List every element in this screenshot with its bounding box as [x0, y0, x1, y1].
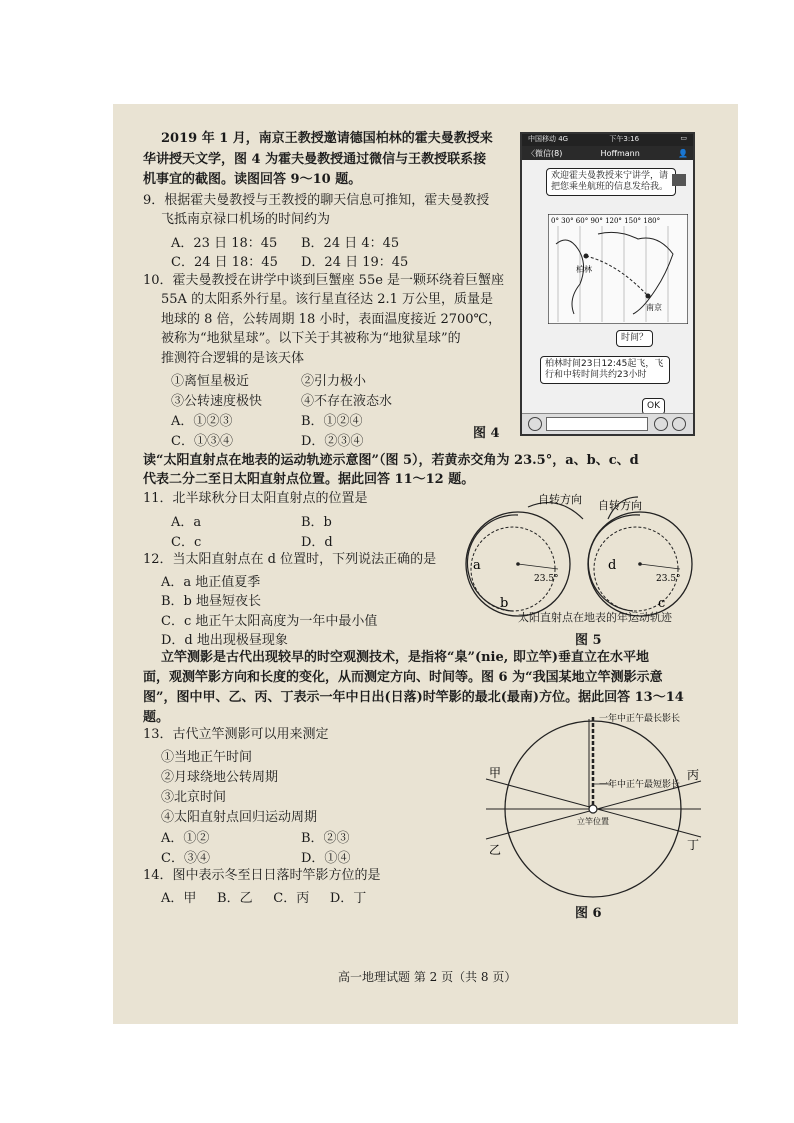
- pole-position: [589, 805, 597, 813]
- q14-stem: 14．图中表示冬至日日落时竿影方位的是: [143, 868, 381, 883]
- q11-option-c: C．c: [171, 535, 202, 550]
- short-shadow-label: 一年中正午最短影长: [599, 780, 681, 790]
- back-button: 〈微信(8): [527, 148, 563, 158]
- intro2-line-1: 读“太阳直射点在地表的运动轨迹示意图”（图 5），若黄赤交角为 23.5°，a、b、c、d: [143, 453, 639, 468]
- city-nanjing: 南京: [646, 303, 662, 312]
- map-ticks: 0° 30° 60° 90° 120° 150° 180°: [551, 217, 661, 225]
- q11-option-d: D．d: [301, 535, 333, 550]
- q13-item-4: ④太阳直射点回归运动周期: [161, 810, 318, 825]
- voice-icon: [528, 417, 542, 431]
- q9-stem-2: 飞抵南京禄口机场的时间约为: [161, 212, 331, 227]
- input-bar: [522, 413, 693, 434]
- label-jia: 甲: [489, 766, 502, 780]
- q11-stem: 11．北半球秋分日太阳直射点的位置是: [143, 491, 368, 506]
- q10-option-d: D．②③④: [301, 434, 364, 449]
- figure-5-label: 图 5: [575, 633, 602, 648]
- label-bing: 丙: [687, 768, 700, 782]
- emoji-icon: [654, 417, 668, 431]
- q10-stem-4: 被称为“地狱星球”。以下关于其被称为“地狱星球”的: [161, 331, 461, 346]
- q10-item-4: ④不存在液态水: [301, 394, 393, 409]
- intro2-line-2: 代表二分二至日太阳直射点位置。据此回答 11～12 题。: [143, 472, 475, 487]
- radius-left: [518, 564, 558, 569]
- q13-option-d: D．①④: [301, 851, 351, 866]
- equator-track-right: [594, 527, 678, 611]
- intro3-line-4: 题。: [143, 710, 170, 725]
- intro3-line-1: 立竿测影是古代出现较早的时空观测技术，是指将“臬”(nie, 即立竿)垂直立在水平地: [161, 650, 649, 665]
- exam-page: [113, 104, 738, 1024]
- message-2: 时间？: [616, 330, 653, 347]
- intro3-line-3: 图”，图中甲、乙、丙、丁表示一年中日出(日落)时竿影的最北(最南)方位。据此回答 13～14: [143, 690, 684, 705]
- point-a: a: [473, 558, 481, 573]
- point-c: c: [658, 596, 666, 611]
- q13-option-b: B．②③: [301, 831, 350, 846]
- rotation-label-right: 自转方向: [598, 499, 642, 512]
- message-input: [546, 417, 648, 431]
- label-yi: 乙: [489, 843, 502, 857]
- avatar-icon: [672, 174, 686, 186]
- q13-item-1: ①当地正午时间: [161, 750, 253, 765]
- q11-option-b: B．b: [301, 515, 332, 530]
- q9-option-b: B．24 日 4：45: [301, 236, 400, 251]
- city-berlin: 柏林: [576, 265, 592, 274]
- q10-item-3: ③公转速度极快: [171, 394, 263, 409]
- radius-right: [640, 564, 680, 569]
- q10-option-b: B．①②④: [301, 414, 363, 429]
- q9-stem-1: 9．根据霍夫曼教授与王教授的聊天信息可推知，霍夫曼教授: [143, 193, 490, 208]
- q10-stem-5: 推测符合逻辑的是该天体: [161, 351, 305, 366]
- q10-stem-1: 10．霍夫曼教授在讲学中谈到巨蟹座 55e 是一颗环绕着巨蟹座: [143, 273, 505, 288]
- q13-item-3: ③北京时间: [161, 790, 227, 805]
- figure-6-label: 图 6: [575, 906, 602, 921]
- q14-options: A．甲 B．乙 C．丙 D．丁: [161, 891, 367, 906]
- plus-icon: [672, 417, 686, 431]
- label-ding: 丁: [687, 838, 700, 852]
- rotation-label-left: 自转方向: [538, 493, 582, 506]
- q12-option-d: D．d 地出现极昼现象: [161, 633, 288, 648]
- page-footer: 高一地理试题 第 2 页（共 8 页）: [338, 970, 517, 984]
- intro3-line-2: 面，观测竿影方向和长度的变化，从而测定方向、时间等。图 6 为“我国某地立竿测影示意: [143, 670, 663, 685]
- message-3: 柏林时间23日12:45起飞，飞行和中转时间共约23小时: [540, 356, 670, 384]
- point-d: d: [608, 558, 617, 573]
- q12-stem: 12．当太阳直射点在 d 位置时，下列说法正确的是: [143, 552, 437, 567]
- figure-4-label: 图 4: [473, 426, 500, 441]
- q13-option-c: C．③④: [161, 851, 210, 866]
- wechat-screenshot: [520, 132, 695, 436]
- q9-option-a: A．23 日 18：45: [171, 236, 278, 251]
- phone-status-bar: [522, 134, 693, 146]
- intro-line-2: 华讲授天文学，图 4 为霍夫曼教授通过微信与王教授联系接: [143, 152, 487, 167]
- message-4: OK: [642, 398, 665, 415]
- angle-left: 23.5°: [534, 574, 559, 584]
- q12-option-c: C．c 地正午太阳高度为一年中最小值: [161, 614, 378, 629]
- clock-text: 下午3:16: [609, 135, 640, 143]
- q11-option-a: A．a: [171, 515, 202, 530]
- figure-5-legend: 太阳直射点在地表的年运动轨迹: [518, 611, 672, 624]
- figure-6-diagram: [481, 709, 706, 904]
- q10-stem-2: 55A 的太阳系外行星。该行星直径达 2.1 万公里，质量是: [161, 292, 494, 307]
- intro-line-1: 2019 年 1 月，南京王教授邀请德国柏林的霍夫曼教授来: [161, 131, 493, 146]
- person-icon: 👤: [678, 148, 688, 158]
- q12-option-a: A．a 地正值夏季: [161, 575, 261, 590]
- long-shadow-label: 一年中正午最长影长: [599, 714, 681, 724]
- flight-map: [548, 214, 688, 324]
- battery-icon: ▭: [680, 134, 687, 142]
- pole-label: 立竿位置: [577, 817, 609, 826]
- q10-option-a: A．①②③: [171, 414, 233, 429]
- q13-stem: 13．古代立竿测影可以用来测定: [143, 727, 329, 742]
- q9-option-d: D．24 日 19：45: [301, 255, 409, 270]
- q10-stem-3: 地球的 8 倍，公转周期 18 小时，表面温度接近 2700℃，: [161, 312, 502, 327]
- q12-option-b: B．b 地昼短夜长: [161, 594, 262, 609]
- q10-item-1: ①离恒星极近: [171, 374, 250, 389]
- carrier-text: 中国移动 4G: [528, 135, 569, 143]
- chat-header: [522, 146, 693, 160]
- q10-option-c: C．①③④: [171, 434, 233, 449]
- angle-right: 23.5°: [656, 574, 681, 584]
- contact-name: Hoffmann: [600, 148, 640, 158]
- point-b: b: [500, 596, 509, 611]
- q10-item-2: ②引力极小: [301, 374, 367, 389]
- q9-option-c: C．24 日 18：45: [171, 255, 278, 270]
- message-1: 欢迎霍夫曼教授来宁讲学，请把您乘坐航班的信息发给我。: [546, 168, 676, 196]
- intro-line-3: 机事宜的截图。读图回答 9～10 题。: [143, 172, 362, 187]
- q13-item-2: ②月球绕地公转周期: [161, 770, 279, 785]
- q13-option-a: A．①②: [161, 831, 210, 846]
